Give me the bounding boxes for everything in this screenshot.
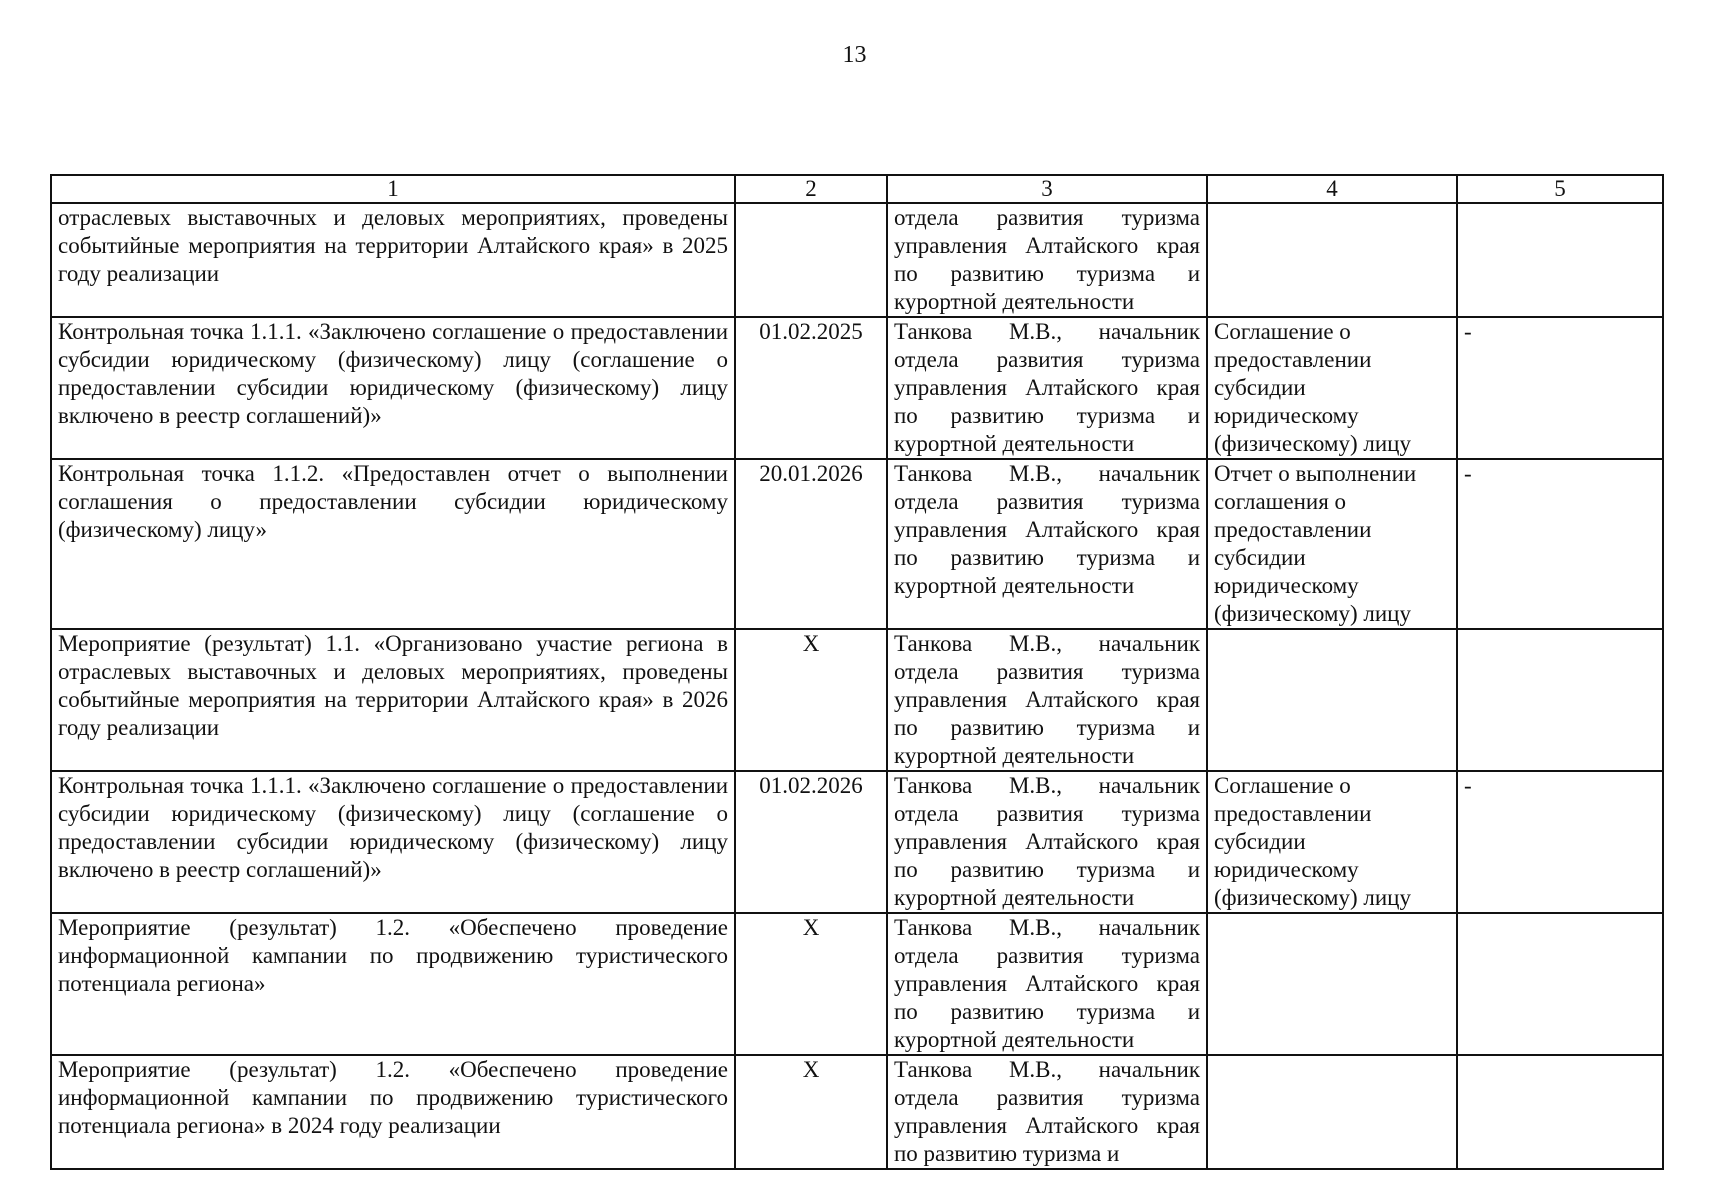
table-row bbox=[51, 317, 1663, 459]
document-cell: Соглашение о предоставлении субсидии юридическому (физическому) лицу bbox=[1207, 771, 1457, 913]
document-cell: Соглашение о предоставлении субсидии юридическому (физическому) лицу bbox=[1207, 317, 1457, 459]
responsible-cell: отдела развития туризма управления Алтайского края по развитию туризма и курортной деятельности bbox=[887, 203, 1207, 317]
event-name-cell: Контрольная точка 1.1.1. «Заключено соглашение о предоставлении субсидии юридическому (физическому) лицу (соглашение о предоставлении субсидии юридическому (физическому) лицу включено в реестр соглашений)» bbox=[51, 317, 735, 459]
note-cell: - bbox=[1457, 459, 1663, 629]
column-header: 1 bbox=[51, 175, 735, 203]
event-name-cell: Контрольная точка 1.1.2. «Предоставлен отчет о выполнении соглашения о предоставлении субсидии юридическому (физическому) лицу» bbox=[51, 459, 735, 629]
deadline-cell bbox=[735, 203, 887, 317]
document-cell: Отчет о выполнении соглашения о предоставлении субсидии юридическому (физическому) лицу bbox=[1207, 459, 1457, 629]
table-row bbox=[51, 771, 1663, 913]
responsible-cell: Танкова М.В., начальник отдела развития туризма управления Алтайского края по развитию туризма и курортной деятельности bbox=[887, 317, 1207, 459]
document-cell bbox=[1207, 1055, 1457, 1169]
event-name-cell: Мероприятие (результат) 1.2. «Обеспечено проведение информационной кампании по продвижению туристического потенциала региона» в 2024 году реализации bbox=[51, 1055, 735, 1169]
document-cell bbox=[1207, 913, 1457, 1055]
table-row bbox=[51, 459, 1663, 629]
column-header: 4 bbox=[1207, 175, 1457, 203]
table-row bbox=[51, 203, 1663, 317]
column-header: 3 bbox=[887, 175, 1207, 203]
note-cell bbox=[1457, 203, 1663, 317]
column-header: 2 bbox=[735, 175, 887, 203]
table-row bbox=[51, 1055, 1663, 1169]
event-name-cell: Мероприятие (результат) 1.1. «Организовано участие региона в отраслевых выставочных и деловых мероприятиях, проведены событийные мероприятия на территории Алтайского края» в 2026 году реализации bbox=[51, 629, 735, 771]
responsible-cell: Танкова М.В., начальник отдела развития туризма управления Алтайского края по развитию туризма и bbox=[887, 1055, 1207, 1169]
responsible-cell: Танкова М.В., начальник отдела развития туризма управления Алтайского края по развитию туризма и курортной деятельности bbox=[887, 629, 1207, 771]
column-header: 5 bbox=[1457, 175, 1663, 203]
event-name-cell: Мероприятие (результат) 1.2. «Обеспечено проведение информационной кампании по продвижению туристического потенциала региона» bbox=[51, 913, 735, 1055]
responsible-cell: Танкова М.В., начальник отдела развития туризма управления Алтайского края по развитию туризма и курортной деятельности bbox=[887, 771, 1207, 913]
deadline-cell: 01.02.2025 bbox=[735, 317, 887, 459]
deadline-cell: X bbox=[735, 1055, 887, 1169]
table-row bbox=[51, 913, 1663, 1055]
deadline-cell: 01.02.2026 bbox=[735, 771, 887, 913]
page-number: 13 bbox=[842, 42, 867, 68]
document-cell bbox=[1207, 629, 1457, 771]
note-cell: - bbox=[1457, 317, 1663, 459]
responsible-cell: Танкова М.В., начальник отдела развития туризма управления Алтайского края по развитию туризма и курортной деятельности bbox=[887, 459, 1207, 629]
table-row bbox=[51, 629, 1663, 771]
note-cell bbox=[1457, 629, 1663, 771]
event-name-cell: Контрольная точка 1.1.1. «Заключено соглашение о предоставлении субсидии юридическому (физическому) лицу (соглашение о предоставлении субсидии юридическому (физическому) лицу включено в реестр соглашений)» bbox=[51, 771, 735, 913]
note-cell bbox=[1457, 1055, 1663, 1169]
plan-table bbox=[50, 174, 1664, 1170]
responsible-cell: Танкова М.В., начальник отдела развития туризма управления Алтайского края по развитию туризма и курортной деятельности bbox=[887, 913, 1207, 1055]
document-cell bbox=[1207, 203, 1457, 317]
deadline-cell: 20.01.2026 bbox=[735, 459, 887, 629]
note-cell bbox=[1457, 913, 1663, 1055]
table-header-row bbox=[51, 175, 1663, 203]
event-name-cell: отраслевых выставочных и деловых мероприятиях, проведены событийные мероприятия на территории Алтайского края» в 2025 году реализации bbox=[51, 203, 735, 317]
note-cell: - bbox=[1457, 771, 1663, 913]
deadline-cell: X bbox=[735, 629, 887, 771]
deadline-cell: X bbox=[735, 913, 887, 1055]
